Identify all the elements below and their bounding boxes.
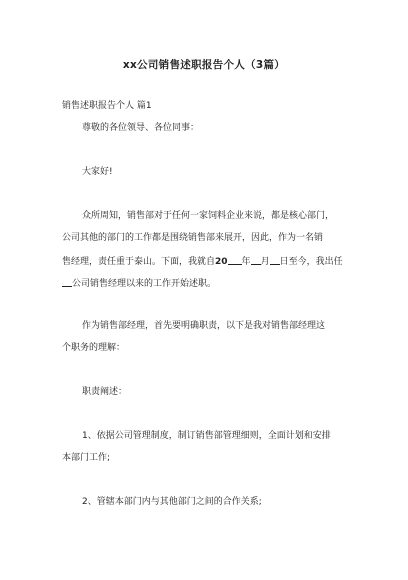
- paragraph-2-line-1: 作为销售部经理，首先要明确职责，以下是我对销售部经理这: [82, 321, 326, 331]
- paragraph-1-line-4: [62, 277, 216, 290]
- item-2-line-1: 2、管辖本部门内与其他部门之间的合作关系;: [82, 497, 262, 507]
- paragraph-1-line-1: 众所周知，销售部对于任何一家饲料企业来说，都是核心部门，: [82, 211, 335, 221]
- salutation: 尊敬的各位领导、各位同事：: [82, 123, 200, 133]
- section-heading: 销售述职报告个人 篇1: [62, 101, 152, 111]
- document-title: xx公司销售述职报告个人（3篇）: [122, 59, 286, 71]
- paragraph-1-line-4-tail: 公司销售经理以来的工作开始述职。: [72, 279, 217, 289]
- paragraph-1-line-2: 公司其他的部门的工作都是围绕销售部来展开，因此，作为一名销: [62, 233, 324, 243]
- year-prefix: 20: [215, 257, 228, 267]
- day-blank: [270, 255, 280, 265]
- company-blank: [62, 277, 72, 287]
- item-1-line-2: 本部门工作;: [62, 453, 111, 463]
- paragraph-1-line-3-tail: 日至今，我出任: [279, 257, 343, 267]
- paragraph-1-line-3: [62, 255, 343, 268]
- greeting: 大家好!: [82, 167, 113, 177]
- month-blank: [251, 255, 261, 265]
- month-suffix: 月: [260, 257, 270, 267]
- paragraph-1-line-3-text: 售经理，责任重于泰山。下面，我就自: [62, 257, 216, 267]
- year-suffix: 年: [241, 257, 251, 267]
- item-1-line-1: 1、依据公司管理制度，制订销售部管理细则，全面计划和安排: [82, 431, 331, 441]
- year-blank: [228, 255, 242, 265]
- duties-heading: 职责阐述：: [82, 387, 128, 397]
- paragraph-2-line-2: 个职务的理解：: [62, 343, 126, 353]
